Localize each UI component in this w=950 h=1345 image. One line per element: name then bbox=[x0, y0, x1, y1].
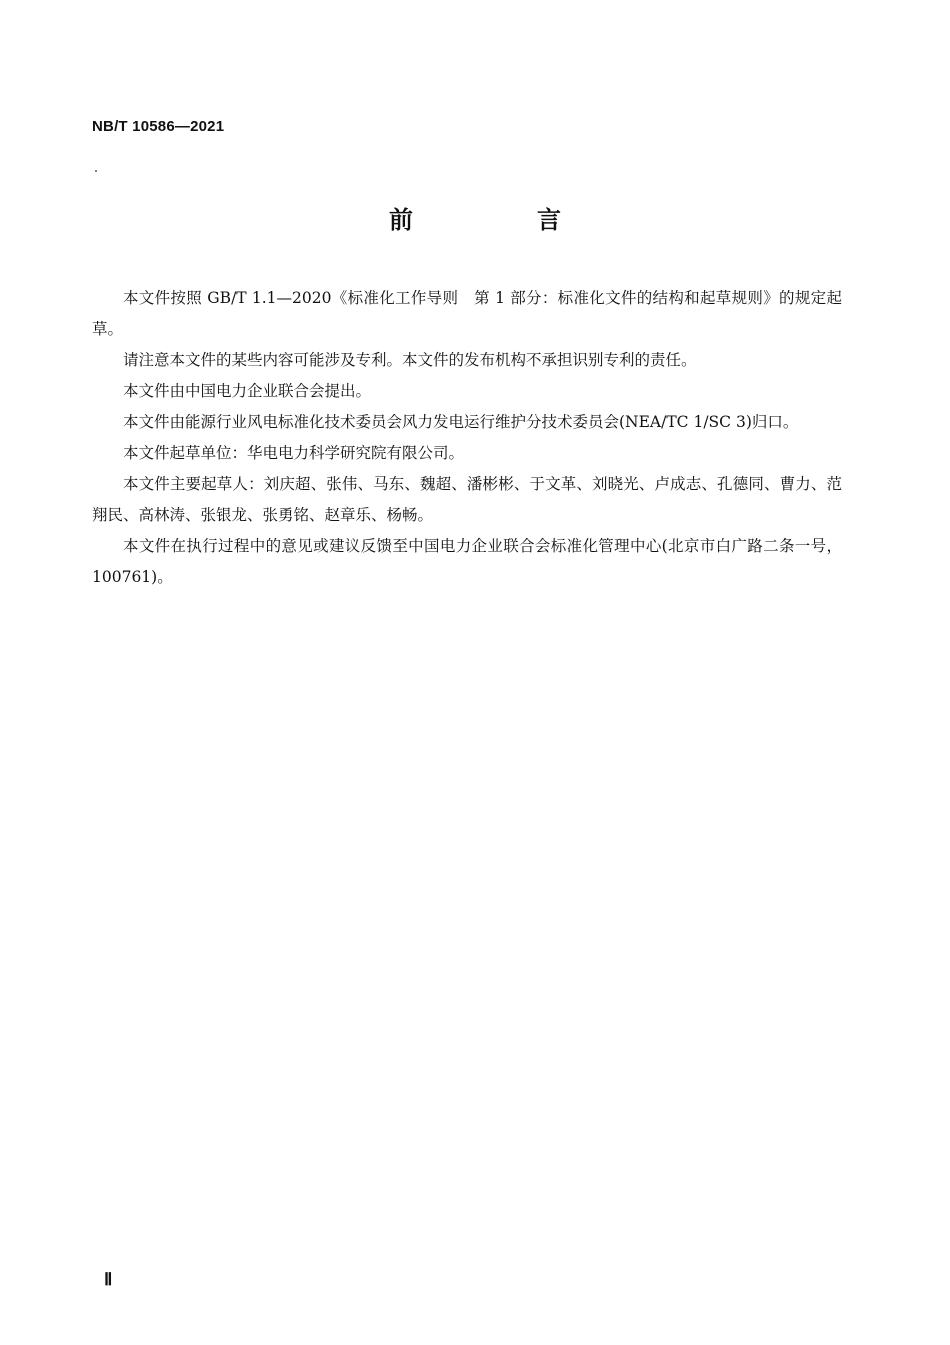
section-title: 前 言 bbox=[389, 206, 611, 234]
page-number: Ⅱ bbox=[104, 1270, 113, 1289]
scan-dot-mark bbox=[95, 170, 97, 172]
paragraph-feedback: 本文件在执行过程中的意见或建议反馈至中国电力企业联合会标准化管理中心(北京市白广路二条一号，100761)。 bbox=[92, 537, 842, 586]
paragraph-proposer: 本文件由中国电力企业联合会提出。 bbox=[123, 382, 372, 400]
standard-code: NB/T 10586—2021 bbox=[92, 118, 225, 135]
paragraph-patent-notice: 请注意本文件的某些内容可能涉及专利。本文件的发布机构不承担识别专利的责任。 bbox=[123, 351, 697, 369]
paragraph-drafting-unit: 本文件起草单位：华电电力科学研究院有限公司。 bbox=[123, 444, 465, 462]
paragraph-committee: 本文件由能源行业风电标准化技术委员会风力发电运行维护分技术委员会(NEA/TC 1/SC 3)归口。 bbox=[123, 413, 799, 431]
foreword-body bbox=[92, 283, 842, 593]
paragraph-drafters: 本文件主要起草人：刘庆超、张伟、马东、魏超、潘彬彬、于文革、刘晓光、卢成志、孔德同、曹力、范翔民、高林涛、张银龙、张勇铭、赵章乐、杨畅。 bbox=[92, 475, 842, 524]
paragraph-drafting-rules: 本文件按照 GB/T 1.1—2020《标准化工作导则 第 1 部分：标准化文件的结构和起草规则》的规定起草。 bbox=[92, 289, 842, 338]
